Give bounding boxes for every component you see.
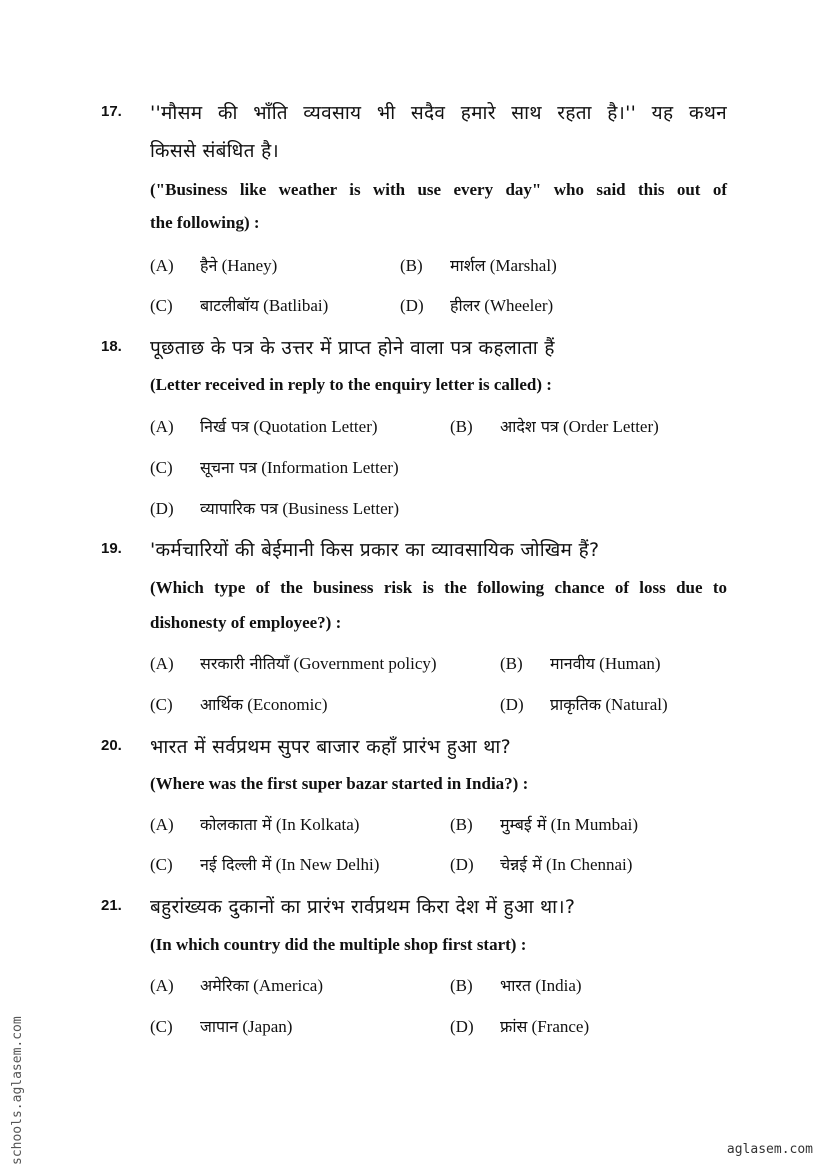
answer-option [450,813,638,835]
option-label: (B) [450,976,473,995]
option-text-hindi: व्यापारिक पत्र [200,499,279,518]
option-label: (A) [150,654,174,673]
question-number: 19. [101,540,122,557]
option-text-english: (France) [531,1017,590,1036]
option-text-hindi: सरकारी नीतियाँ [200,654,290,673]
option-label: (B) [400,256,423,275]
option-text-english: (Government policy) [293,654,437,673]
answer-option [450,853,632,875]
option-label: (D) [450,855,474,874]
question-text-hindi: ''मौसम की भाँति व्यवसाय भी सदैव हमारे साथ रहता है।'' यह कथन [150,102,727,124]
option-label: (B) [450,815,473,834]
option-label: (C) [150,458,173,477]
option-label: (C) [150,695,173,714]
question-text-hindi: पूछताछ के पत्र के उत्तर में प्राप्त होने वाला पत्र कहलाता हैं [150,337,555,359]
option-text-english: (Haney) [221,256,278,275]
option-text-english: (Economic) [247,695,328,714]
question-text-english: (In which country did the multiple shop first start) : [150,935,527,954]
option-text-english: (Wheeler) [484,296,554,315]
footer-watermark: aglasem.com [726,1142,813,1157]
answer-option [150,974,323,996]
answer-option [400,294,553,316]
option-label: (D) [450,1017,474,1036]
option-label: (A) [150,256,174,275]
option-label: (D) [500,695,524,714]
option-text-hindi: सूचना पत्र [200,458,258,477]
answer-option [150,853,379,875]
option-text-hindi: मानवीय [550,654,595,673]
question-number: 20. [101,737,122,754]
answer-option [150,254,277,276]
option-text-english: (In Mumbai) [550,815,639,834]
answer-option [150,693,328,715]
option-text-hindi: आर्थिक [200,695,244,714]
option-label: (C) [150,855,173,874]
option-text-english: (Quotation Letter) [253,417,378,436]
option-text-english: (India) [535,976,582,995]
option-text-hindi: निर्ख पत्र [200,417,250,436]
answer-option [150,652,437,674]
option-text-english: (Marshal) [489,256,557,275]
option-text-hindi: आदेश पत्र [500,417,559,436]
option-text-hindi: भारत [500,976,532,995]
question-text-english: (Letter received in reply to the enquiry letter is called) : [150,375,552,394]
option-text-hindi: फ्रांस [500,1017,528,1036]
option-label: (B) [500,654,523,673]
answer-option [150,415,378,437]
answer-option [500,693,668,715]
option-label: (A) [150,976,174,995]
answer-option [400,254,557,276]
answer-option [450,415,659,437]
question-text-hindi: किससे संबंधित है। [150,140,279,162]
option-text-english: (Human) [599,654,661,673]
option-text-english: (In Kolkata) [275,815,360,834]
answer-option [150,497,399,519]
question-text-english: (Which type of the business risk is the following chance of loss due to [150,578,727,597]
side-watermark: schools.aglasem.com [10,1016,25,1165]
question-text-hindi: 'कर्मचारियों की बेईमानी किस प्रकार का व्यावसायिक जोखिम हैं? [150,539,600,561]
question-text-english: ("Business like weather is with use every day" who said this out of [150,180,727,199]
answer-option [500,652,661,674]
option-text-hindi: कोलकाता में [200,815,272,834]
answer-option [150,1015,292,1037]
answer-option [450,974,582,996]
option-text-english: (In New Delhi) [275,855,380,874]
question-number: 21. [101,897,122,914]
option-text-english: (In Chennai) [546,855,633,874]
option-text-hindi: हीलर [450,296,481,315]
option-label: (A) [150,815,174,834]
option-text-hindi: नई दिल्ली में [200,855,272,874]
option-text-hindi: चेन्नई में [500,855,542,874]
option-label: (D) [400,296,424,315]
option-label: (C) [150,296,173,315]
question-text-hindi: भारत में सर्वप्रथम सुपर बाजार कहाँ प्रारंभ हुआ था? [150,736,511,758]
option-text-english: (Business Letter) [282,499,399,518]
option-label: (A) [150,417,174,436]
option-text-hindi: हैने [200,256,218,275]
question-text-hindi: बहुरांख्यक दुकानों का प्रारंभ रार्वप्रथम किरा देश में हुआ था।? [150,896,576,918]
question-text-english: dishonesty of employee?) : [150,613,342,632]
option-text-english: (Order Letter) [562,417,659,436]
option-text-english: (Natural) [605,695,668,714]
option-text-hindi: मुम्बई में [500,815,547,834]
question-text-english: (Where was the first super bazar started in India?) : [150,774,529,793]
option-text-hindi: बाटलीबॉय [200,296,259,315]
question-number: 18. [101,338,122,355]
option-label: (C) [150,1017,173,1036]
option-text-english: (Batlibai) [263,296,329,315]
option-label: (D) [150,499,174,518]
option-text-english: (Japan) [242,1017,293,1036]
answer-option [150,456,399,478]
option-text-hindi: मार्शल [450,256,486,275]
answer-option [450,1015,589,1037]
option-text-hindi: प्राकृतिक [550,695,602,714]
question-text-english: the following) : [150,213,260,232]
option-text-hindi: अमेरिका [200,976,249,995]
option-text-hindi: जापान [200,1017,239,1036]
question-number: 17. [101,103,122,120]
option-text-english: (America) [253,976,324,995]
option-text-english: (Information Letter) [261,458,399,477]
answer-option [150,813,359,835]
answer-option [150,294,328,316]
option-label: (B) [450,417,473,436]
